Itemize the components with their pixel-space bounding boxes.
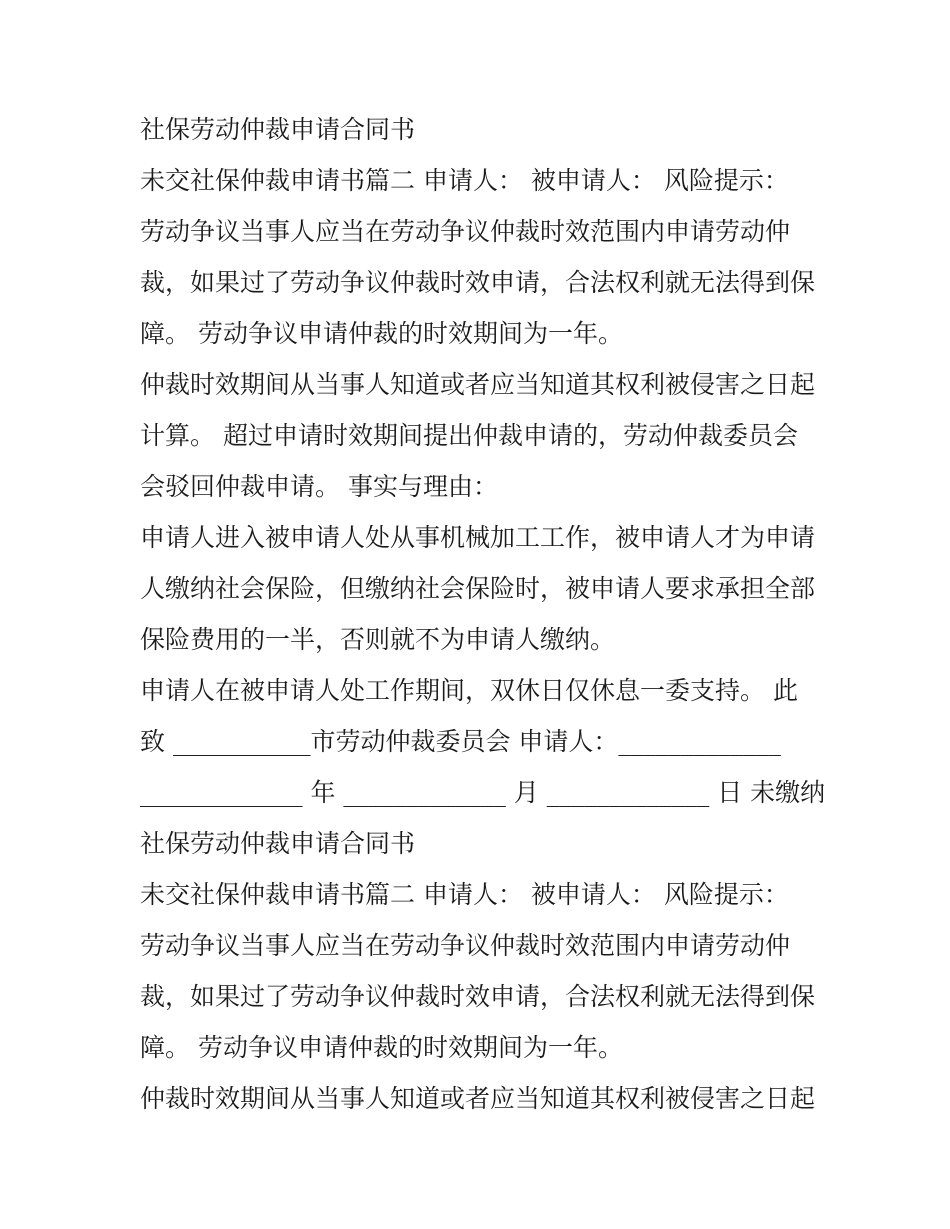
document-line: 致 ___________市劳动仲裁委员会 申请人：_____________ <box>140 727 781 756</box>
document-line: 申请人进入被申请人处从事机械加工工作，被申请人才为申请 <box>140 523 816 552</box>
document-line: 裁，如果过了劳动争议仲裁时效申请，合法权利就无法得到保 <box>140 268 816 297</box>
document-line: 社保劳动仲裁申请合同书 <box>140 115 416 144</box>
document-line: 裁，如果过了劳动争议仲裁时效申请，合法权利就无法得到保 <box>140 982 816 1011</box>
document-line: 未交社保仲裁申请书篇二 申请人： 被申请人： 风险提示： <box>140 880 789 909</box>
document-line: 障。 劳动争议申请仲裁的时效期间为一年。 <box>140 319 623 348</box>
document-line: 仲裁时效期间从当事人知道或者应当知道其权利被侵害之日起 <box>140 1084 816 1113</box>
document-line: 申请人在被申请人处工作期间，双休日仅休息一委支持。 此 <box>140 676 798 705</box>
document-line: _____________ 年 _____________ 月 _____________ 日 未缴纳 <box>140 778 826 807</box>
document-line: 劳动争议当事人应当在劳动争议仲裁时效范围内申请劳动仲 <box>140 217 791 246</box>
document-line: 未交社保仲裁申请书篇二 申请人： 被申请人： 风险提示： <box>140 166 789 195</box>
document-line: 会驳回仲裁申请。 事实与理由： <box>140 472 498 501</box>
document-line: 社保劳动仲裁申请合同书 <box>140 829 416 858</box>
document-line: 劳动争议当事人应当在劳动争议仲裁时效范围内申请劳动仲 <box>140 931 791 960</box>
document-line: 计算。 超过申请时效期间提出仲裁申请的，劳动仲裁委员会 <box>140 421 798 450</box>
document-line: 障。 劳动争议申请仲裁的时效期间为一年。 <box>140 1033 623 1062</box>
document-line: 人缴纳社会保险，但缴纳社会保险时，被申请人要求承担全部 <box>140 574 816 603</box>
document-line: 保险费用的一半，否则就不为申请人缴纳。 <box>140 625 616 654</box>
document-line: 仲裁时效期间从当事人知道或者应当知道其权利被侵害之日起 <box>140 370 816 399</box>
